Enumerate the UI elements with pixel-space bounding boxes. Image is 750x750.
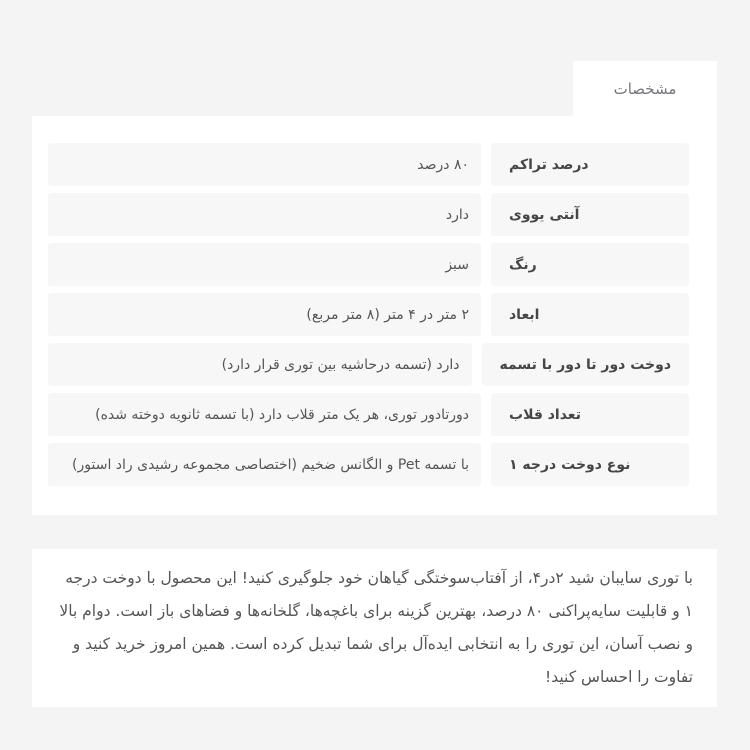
spec-value: دارد [48,193,481,236]
spec-label: درصد تراکم [491,143,689,186]
spec-value: ۲ متر در ۴ متر (۸ متر مربع) [48,293,481,336]
spec-value: دورتادور توری، هر یک متر قلاب دارد (با تسمه ثانویه دوخته شده) [48,393,481,436]
spec-row-stitching-strap [48,343,689,386]
spec-row-color [48,243,689,286]
specifications-panel [32,116,717,515]
spec-value: ۸۰ درصد [48,143,481,186]
tab-specifications[interactable] [573,61,717,116]
spec-value: سبز [48,243,481,286]
spec-label: ابعاد [491,293,689,336]
spec-label: نوع دوخت درجه ۱ [491,443,689,486]
spec-row-dimensions [48,293,689,336]
spec-row-hook-count [48,393,689,436]
spec-row-density [48,143,689,186]
product-description-text: با توری سایبان شید ۲در۴، از آفتاب‌سوختگی گیاهان خود جلوگیری کنید! این محصول با دوخت درجه ۱ و قابلیت سایه‌پراکنی ۸۰ درصد، بهترین گزینه برای باغچه‌ها، گلخانه‌ها و فضاهای باز است. دوام بالا و نصب آسان، این توری را به انتخابی ایده‌آل برای شما تبدیل کرده است. همین امروز خرید کنید و تفاوت را احساس کنید! [59,569,693,686]
spec-label: آنتی یووی [491,193,689,236]
spec-label: رنگ [491,243,689,286]
spec-row-stitch-type [48,443,689,486]
spec-label: تعداد قلاب [491,393,689,436]
spec-value: با تسمه Pet و الگانس ضخیم (اختصاصی مجموعه رشیدی راد استور) [48,443,481,486]
tab-specifications-label: مشخصات [613,79,677,98]
product-description-card [32,549,717,707]
spec-row-anti-uv [48,193,689,236]
spec-label: دوخت دور تا دور با تسمه [482,343,689,386]
spec-value: دارد (تسمه درحاشیه بین توری قرار دارد) [48,343,472,386]
